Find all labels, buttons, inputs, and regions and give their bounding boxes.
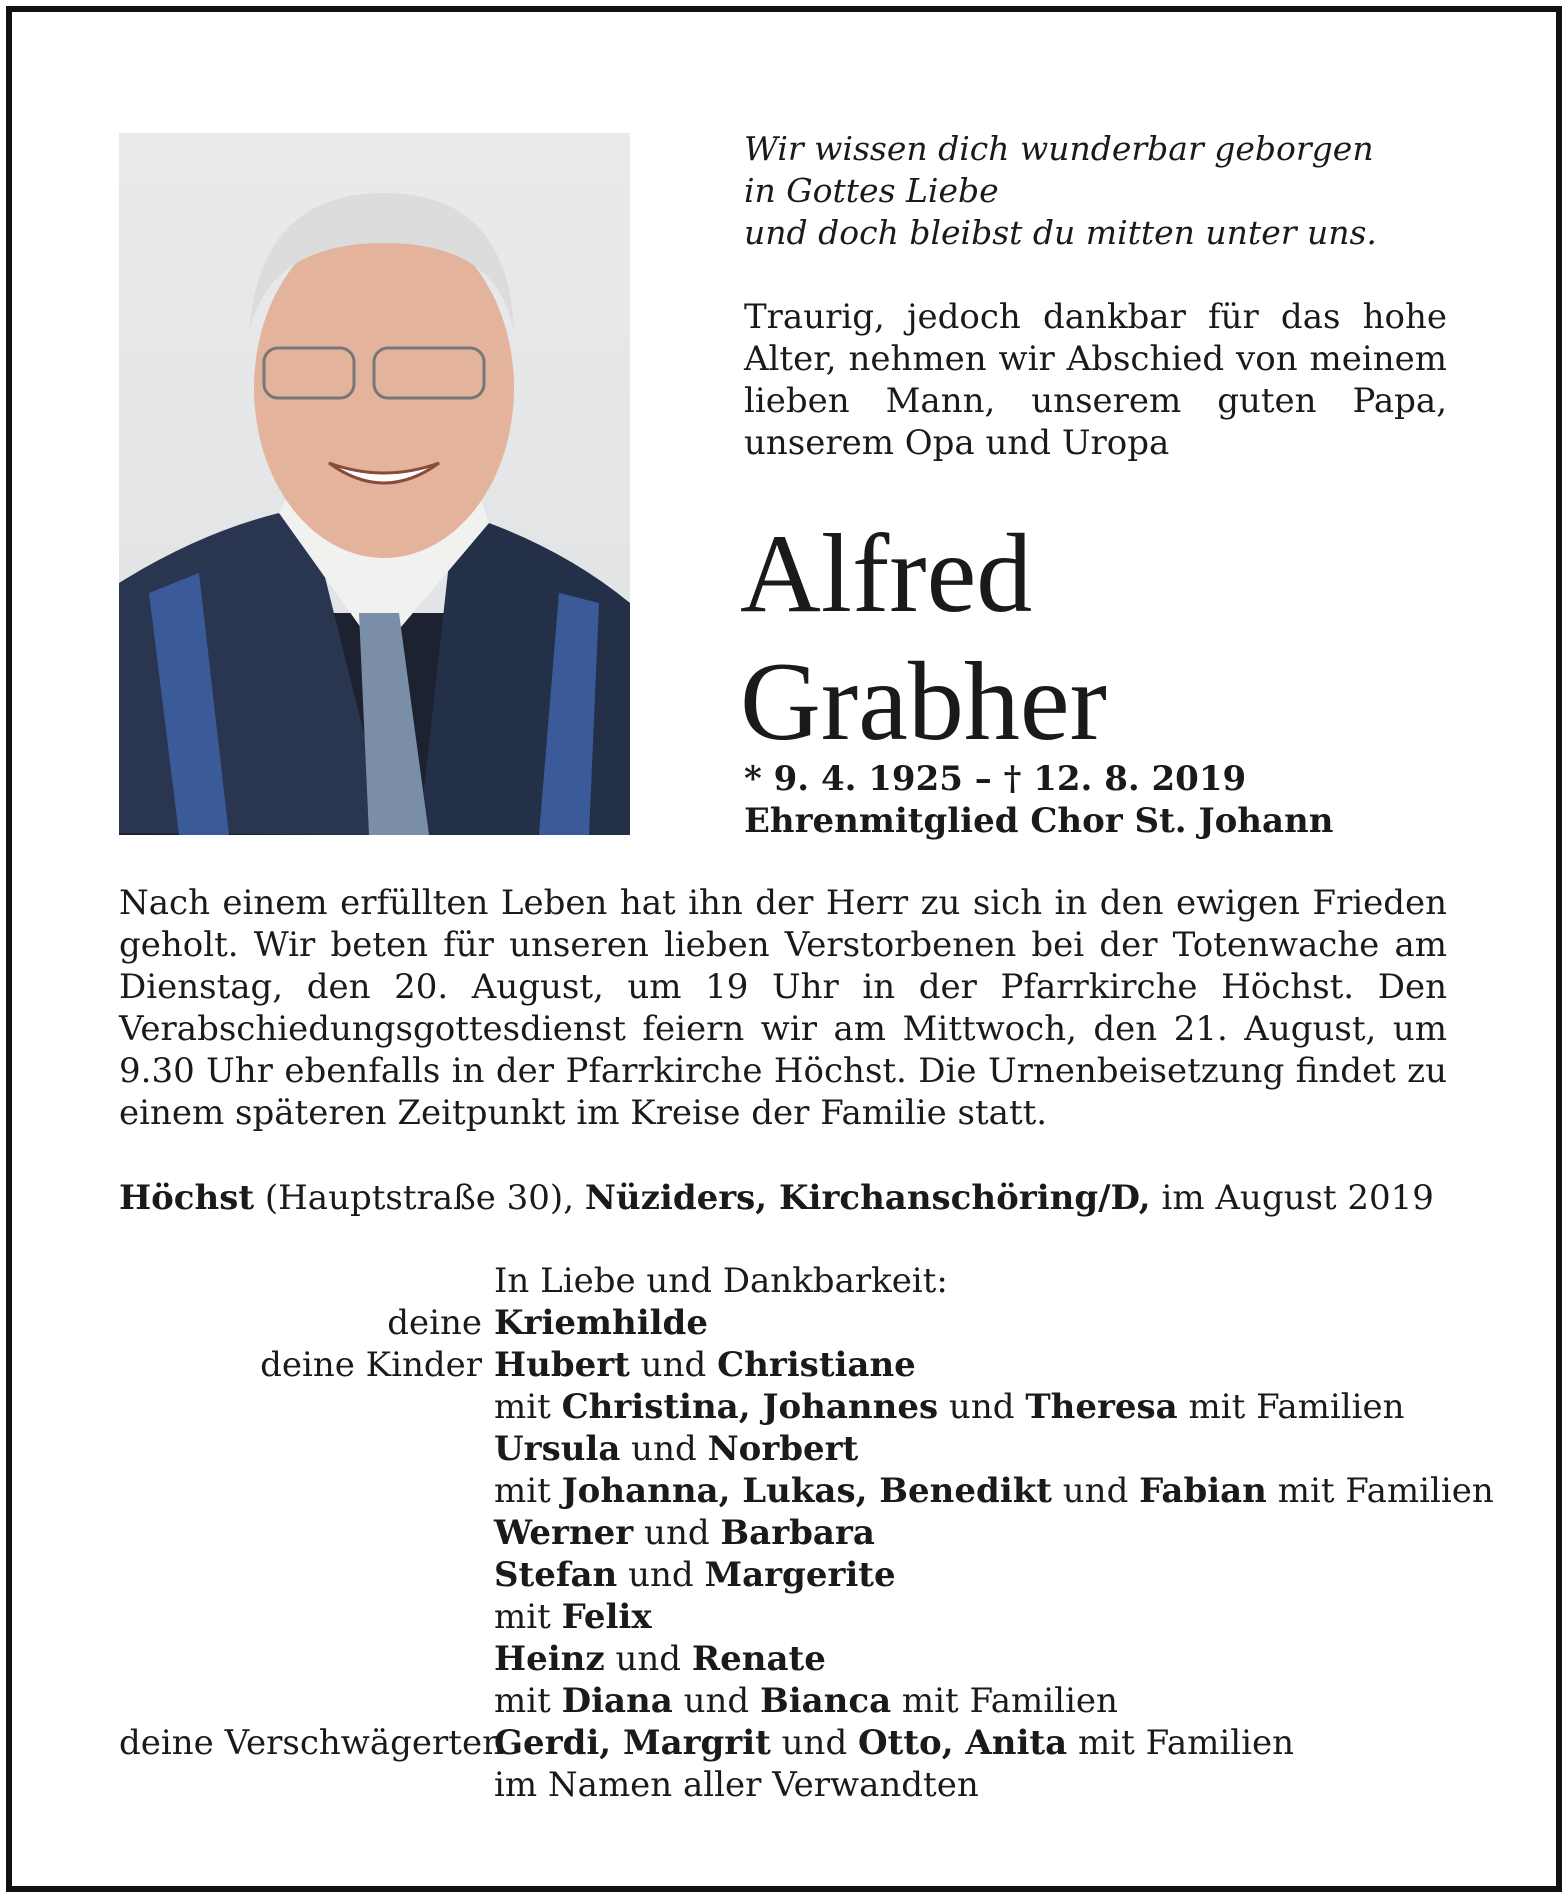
name-segment: Christina, Johannes bbox=[561, 1387, 939, 1427]
name-segment: und bbox=[672, 1681, 760, 1721]
first-name: Alfred bbox=[740, 512, 1033, 636]
name-segment: mit Familien bbox=[1067, 1723, 1294, 1763]
name-segment: mit Familien bbox=[1266, 1471, 1494, 1511]
family-row bbox=[119, 1428, 1494, 1470]
honor-title: Ehrenmitglied Chor St. Johann bbox=[744, 801, 1334, 841]
name-segment: Ursula bbox=[494, 1429, 621, 1469]
name-segment: mit Familien bbox=[891, 1681, 1118, 1721]
relation-label bbox=[119, 1554, 494, 1596]
place-segment: Höchst bbox=[119, 1178, 255, 1218]
family-names bbox=[494, 1554, 896, 1596]
family-names bbox=[494, 1722, 1294, 1764]
name-segment: Bianca bbox=[759, 1681, 892, 1721]
place-segment: im August 2019 bbox=[1150, 1178, 1434, 1218]
memorial-quote bbox=[744, 128, 1377, 254]
family-row bbox=[119, 1386, 1494, 1428]
last-name: Grabher bbox=[740, 640, 1107, 764]
relation-label: deine Verschwägerten bbox=[119, 1723, 504, 1763]
name-segment: Fabian bbox=[1139, 1471, 1267, 1511]
name-segment: Renate bbox=[691, 1639, 826, 1679]
family-row bbox=[119, 1512, 1494, 1554]
name-segment: Kriemhilde bbox=[494, 1303, 708, 1343]
family-list bbox=[119, 1260, 1494, 1806]
relation-label bbox=[119, 1512, 494, 1554]
family-row bbox=[119, 1638, 1494, 1680]
name-segment: Margerite bbox=[704, 1555, 896, 1595]
family-names bbox=[494, 1764, 979, 1806]
family-names bbox=[494, 1680, 1118, 1722]
family-names bbox=[494, 1470, 1494, 1512]
family-row bbox=[119, 1680, 1494, 1722]
family-row bbox=[119, 1344, 1494, 1386]
name-segment: mit bbox=[494, 1681, 562, 1721]
name-segment: Otto, Anita bbox=[858, 1723, 1068, 1763]
name-segment: und bbox=[617, 1555, 705, 1595]
name-segment: Stefan bbox=[494, 1555, 618, 1595]
portrait-photo bbox=[119, 133, 630, 835]
name-segment: Barbara bbox=[720, 1513, 875, 1553]
relation-label bbox=[119, 1638, 494, 1680]
name-segment: und bbox=[604, 1639, 692, 1679]
name-segment: und bbox=[629, 1345, 718, 1385]
relation-label bbox=[119, 1764, 494, 1806]
relation-label bbox=[119, 1680, 494, 1722]
family-row bbox=[119, 1764, 1494, 1806]
family-names bbox=[494, 1638, 826, 1680]
quote-line: und doch bleibst du mitten unter uns. bbox=[744, 213, 1377, 252]
name-segment: Felix bbox=[561, 1597, 652, 1637]
relation-label bbox=[119, 1470, 494, 1512]
name-segment: mit Familien bbox=[1177, 1387, 1405, 1427]
name-segment: mit bbox=[494, 1471, 562, 1511]
name-segment: mit bbox=[494, 1387, 562, 1427]
name-segment: und bbox=[938, 1387, 1026, 1427]
intro-text: Traurig, jedoch dankbar für das hohe Alter, nehmen wir Abschied von meinem lieben Mann, unserem guten Papa, unserem Opa und Uropa bbox=[744, 297, 1447, 463]
relation-label bbox=[119, 1386, 494, 1428]
family-row bbox=[119, 1596, 1494, 1638]
relation-label: deine bbox=[387, 1303, 482, 1343]
family-row bbox=[119, 1722, 1494, 1764]
places-line bbox=[119, 1177, 1434, 1219]
name-segment: Johanna, Lukas, Benedikt bbox=[561, 1471, 1052, 1511]
name-segment: und bbox=[770, 1723, 859, 1763]
name-segment: und bbox=[633, 1513, 721, 1553]
name-segment: im Namen aller Verwandten bbox=[494, 1765, 979, 1805]
relation-label bbox=[119, 1596, 494, 1638]
name-segment: Gerdi, Margrit bbox=[494, 1723, 771, 1763]
name-segment: Diana bbox=[561, 1681, 673, 1721]
quote-line: in Gottes Liebe bbox=[744, 171, 999, 210]
name-segment: Theresa bbox=[1025, 1387, 1178, 1427]
name-segment: Werner bbox=[494, 1513, 634, 1553]
family-row bbox=[119, 1554, 1494, 1596]
name-segment: Heinz bbox=[494, 1639, 605, 1679]
funeral-details: Nach einem erfüllten Leben hat ihn der Herr zu sich in den ewigen Frieden geholt. Wir beten für unseren lieben Verstorbenen bei der Totenwache am Dienstag, den 20. August, um 19 Uhr in der Pfarrkirche Höchst. Den Verabschiedungsgottesdienst feiern wir am Mittwoch, den 21. August, um 9.30 Uhr ebenfalls in der Pfarrkirche Höchst. Die Urnenbeisetzung findet zu einem späteren Zeitpunkt im Kreise der Familie statt. bbox=[119, 883, 1447, 1133]
name-segment: Norbert bbox=[707, 1429, 859, 1469]
life-dates-block bbox=[744, 758, 1333, 842]
place-segment: Nüziders, Kirchanschöring/D, bbox=[584, 1178, 1151, 1218]
family-names bbox=[494, 1386, 1405, 1428]
name-segment: und bbox=[1051, 1471, 1140, 1511]
family-names bbox=[494, 1512, 875, 1554]
family-names bbox=[494, 1302, 708, 1344]
name-segment: und bbox=[620, 1429, 708, 1469]
family-row bbox=[119, 1302, 1494, 1344]
name-segment: Christiane bbox=[717, 1345, 916, 1385]
family-names bbox=[494, 1260, 948, 1302]
life-dates: * 9. 4. 1925 – † 12. 8. 2019 bbox=[744, 759, 1247, 799]
family-names bbox=[494, 1428, 858, 1470]
quote-line: Wir wissen dich wunderbar geborgen bbox=[744, 129, 1374, 168]
relation-label bbox=[119, 1260, 494, 1302]
family-row bbox=[119, 1470, 1494, 1512]
place-segment: (Hauptstraße 30), bbox=[254, 1178, 585, 1218]
relation-label bbox=[119, 1428, 494, 1470]
name-segment: In Liebe und Dankbarkeit: bbox=[494, 1261, 948, 1301]
family-names bbox=[494, 1596, 652, 1638]
name-segment: mit bbox=[494, 1597, 562, 1637]
family-names bbox=[494, 1344, 916, 1386]
relation-label: deine Kinder bbox=[260, 1345, 482, 1385]
family-row bbox=[119, 1260, 1494, 1302]
name-segment: Hubert bbox=[494, 1345, 630, 1385]
deceased-name bbox=[740, 510, 1107, 766]
